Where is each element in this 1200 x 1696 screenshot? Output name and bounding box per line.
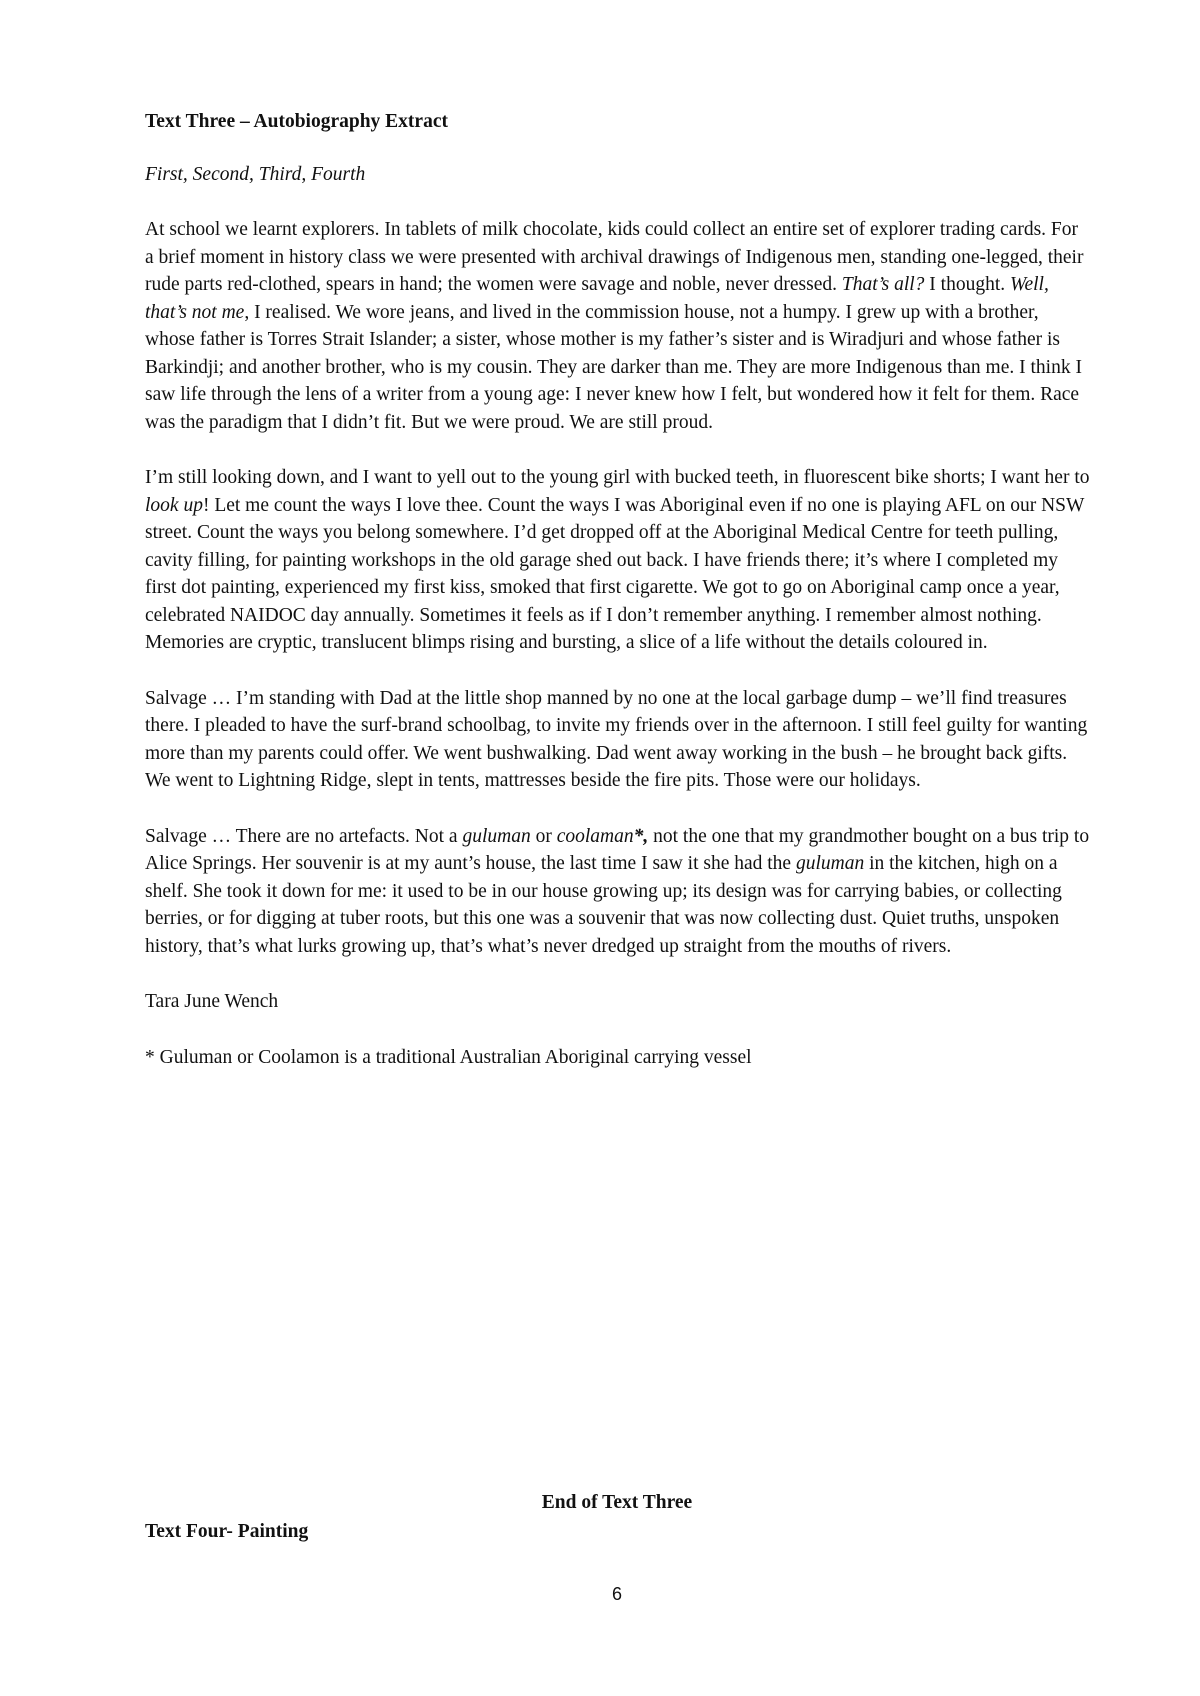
text-run: I’m still looking down, and I want to yell out to the young girl with bucked teeth, in fluorescent bike shorts; I want her to: [145, 467, 1090, 488]
paragraph-4: [145, 823, 1090, 961]
text-run: guluman: [795, 853, 865, 874]
text-run: in the kitchen, high on a shelf. She took it down for me: it used to be in our house growing up; its design was for carrying babies, or collecting berries, or for digging at tuber roots, but this one was a souvenir that was now collecting dust. Quiet truths, unspoken history, that’s what lurks growing up, that’s what’s never dredged up straight from the mouths of rivers.: [145, 853, 1062, 957]
text-run: Well, that’s not me: [145, 274, 1049, 323]
next-section-heading: Text Four- Painting: [145, 1521, 309, 1542]
page-number: 6: [611, 1584, 622, 1604]
document-body: [145, 108, 1090, 1071]
paragraph-3: [145, 685, 1090, 795]
author-name: Tara June Wench: [145, 991, 279, 1012]
text-run: That’s all?: [841, 274, 925, 295]
text-run: look up: [145, 494, 203, 516]
paragraph-2: [145, 464, 1090, 657]
paragraph-1: [145, 216, 1090, 436]
text-run: or: [530, 825, 557, 847]
text-run: I thought.: [924, 274, 1011, 295]
text-run: Salvage … There are no artefacts. Not a: [145, 825, 463, 847]
text-run: guluman: [462, 825, 531, 847]
extract-title: First, Second, Third, Fourth: [145, 163, 366, 185]
text-run: Salvage … I’m standing with Dad at the little shop manned by no one at the local garbage dump – we’ll find treasures there. I pleaded to have the surf-brand schoolbag, to invite my friends over in the afternoon. I still feel guilty for wanting more than my parents could offer. We went bushwalking. Dad went away working in the bush – he brought back gifts. We went to Lightning Ridge, slept in tents, mattresses beside the fire pits. Those were our holidays.: [145, 687, 1088, 791]
end-of-text-label: End of Text Three: [541, 1492, 693, 1513]
text-run: At school we learnt explorers. In tablets of milk chocolate, kids could collect an entire set of explorer trading cards. For a brief moment in history class we were presented with archival drawings of Indigenous men, standing one-legged, their rude parts red-clothed, spears in hand; the women were savage and noble, never dressed.: [145, 219, 1084, 295]
text-run: *,: [633, 825, 649, 847]
text-run: , I realised. We wore jeans, and lived in the commission house, not a humpy. I grew up with a brother, whose father is Torres Strait Islander; a sister, whose mother is my father’s sister and is Wiradjuri and whose father is Barkindji; and another brother, who is my cousin. They are darker than me. They are more Indigenous than me. I think I saw life through the lens of a writer from a young age: I never knew how I felt, but wondered how it felt for them. Race was the paradigm that I didn’t fit. But we were proud. We are still proud.: [145, 301, 1082, 433]
footnote: * Guluman or Coolamon is a traditional Australian Aboriginal carrying vessel: [145, 1046, 752, 1068]
section-heading: Text Three – Autobiography Extract: [145, 111, 448, 132]
text-run: not the one that my grandmother bought on a bus trip to Alice Springs. Her souvenir is at my aunt’s house, the last time I saw it she had the: [145, 825, 1090, 874]
text-run: ! Let me count the ways I love thee. Count the ways I was Aboriginal even if no one is playing AFL on our NSW street. Count the ways you belong somewhere. I’d get dropped off at the Aboriginal Medical Centre for teeth pulling, cavity filling, for painting workshops in the old garage shed out back. I have friends there; it’s where I completed my first dot painting, experienced my first kiss, smoked that first cigarette. We got to go on Aboriginal camp once a year, celebrated NAIDOC day annually. Sometimes it feels as if I don’t remember anything. I remember almost nothing. Memories are cryptic, translucent blimps rising and bursting, a slice of a life without the details coloured in.: [145, 494, 1085, 653]
text-run: coolaman: [556, 825, 634, 847]
